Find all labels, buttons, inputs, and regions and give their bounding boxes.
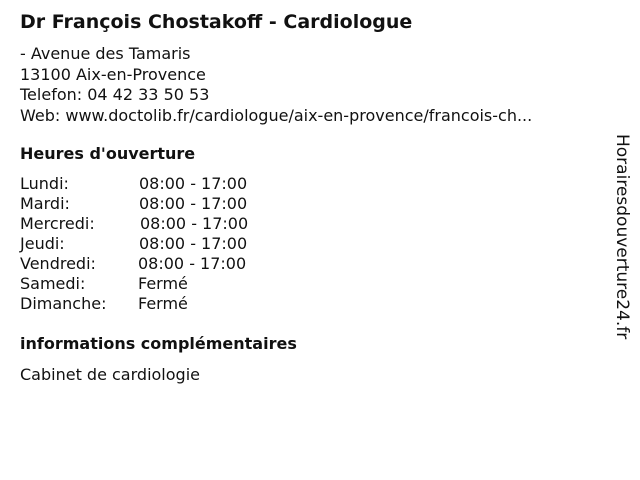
hours-day: Lundi: — [20, 174, 69, 193]
address-block — [20, 44, 532, 126]
hours-heading: Heures d'ouverture — [20, 144, 196, 163]
hours-day: Mercredi: — [20, 214, 95, 233]
address-phone: Telefon: 04 42 33 50 53 — [20, 85, 210, 104]
info-heading: informations complémentaires — [20, 334, 297, 353]
page-title: Dr François Chostakoff - Cardiologue — [20, 11, 413, 33]
hours-day: Samedi: — [20, 274, 86, 293]
hours-day: Vendredi: — [20, 254, 96, 273]
hours-day: Mardi: — [20, 194, 70, 213]
hours-time: Fermé — [138, 274, 188, 293]
site-watermark: Horairesdouverture24.fr — [612, 134, 632, 340]
hours-time: Fermé — [138, 294, 188, 313]
info-text: Cabinet de cardiologie — [20, 365, 200, 384]
hours-day: Dimanche: — [20, 294, 107, 313]
hours-time: 08:00 - 17:00 — [139, 234, 248, 253]
hours-time: 08:00 - 17:00 — [139, 194, 248, 213]
address-street: - Avenue des Tamaris — [20, 44, 191, 63]
hours-day: Jeudi: — [20, 234, 65, 253]
hours-time: 08:00 - 17:00 — [138, 254, 247, 273]
hours-time: 08:00 - 17:00 — [140, 214, 249, 233]
address-web: Web: www.doctolib.fr/cardiologue/aix-en-provence/francois-ch... — [20, 105, 533, 125]
hours-time: 08:00 - 17:00 — [139, 174, 248, 193]
address-city: 13100 Aix-en-Provence — [20, 64, 206, 84]
